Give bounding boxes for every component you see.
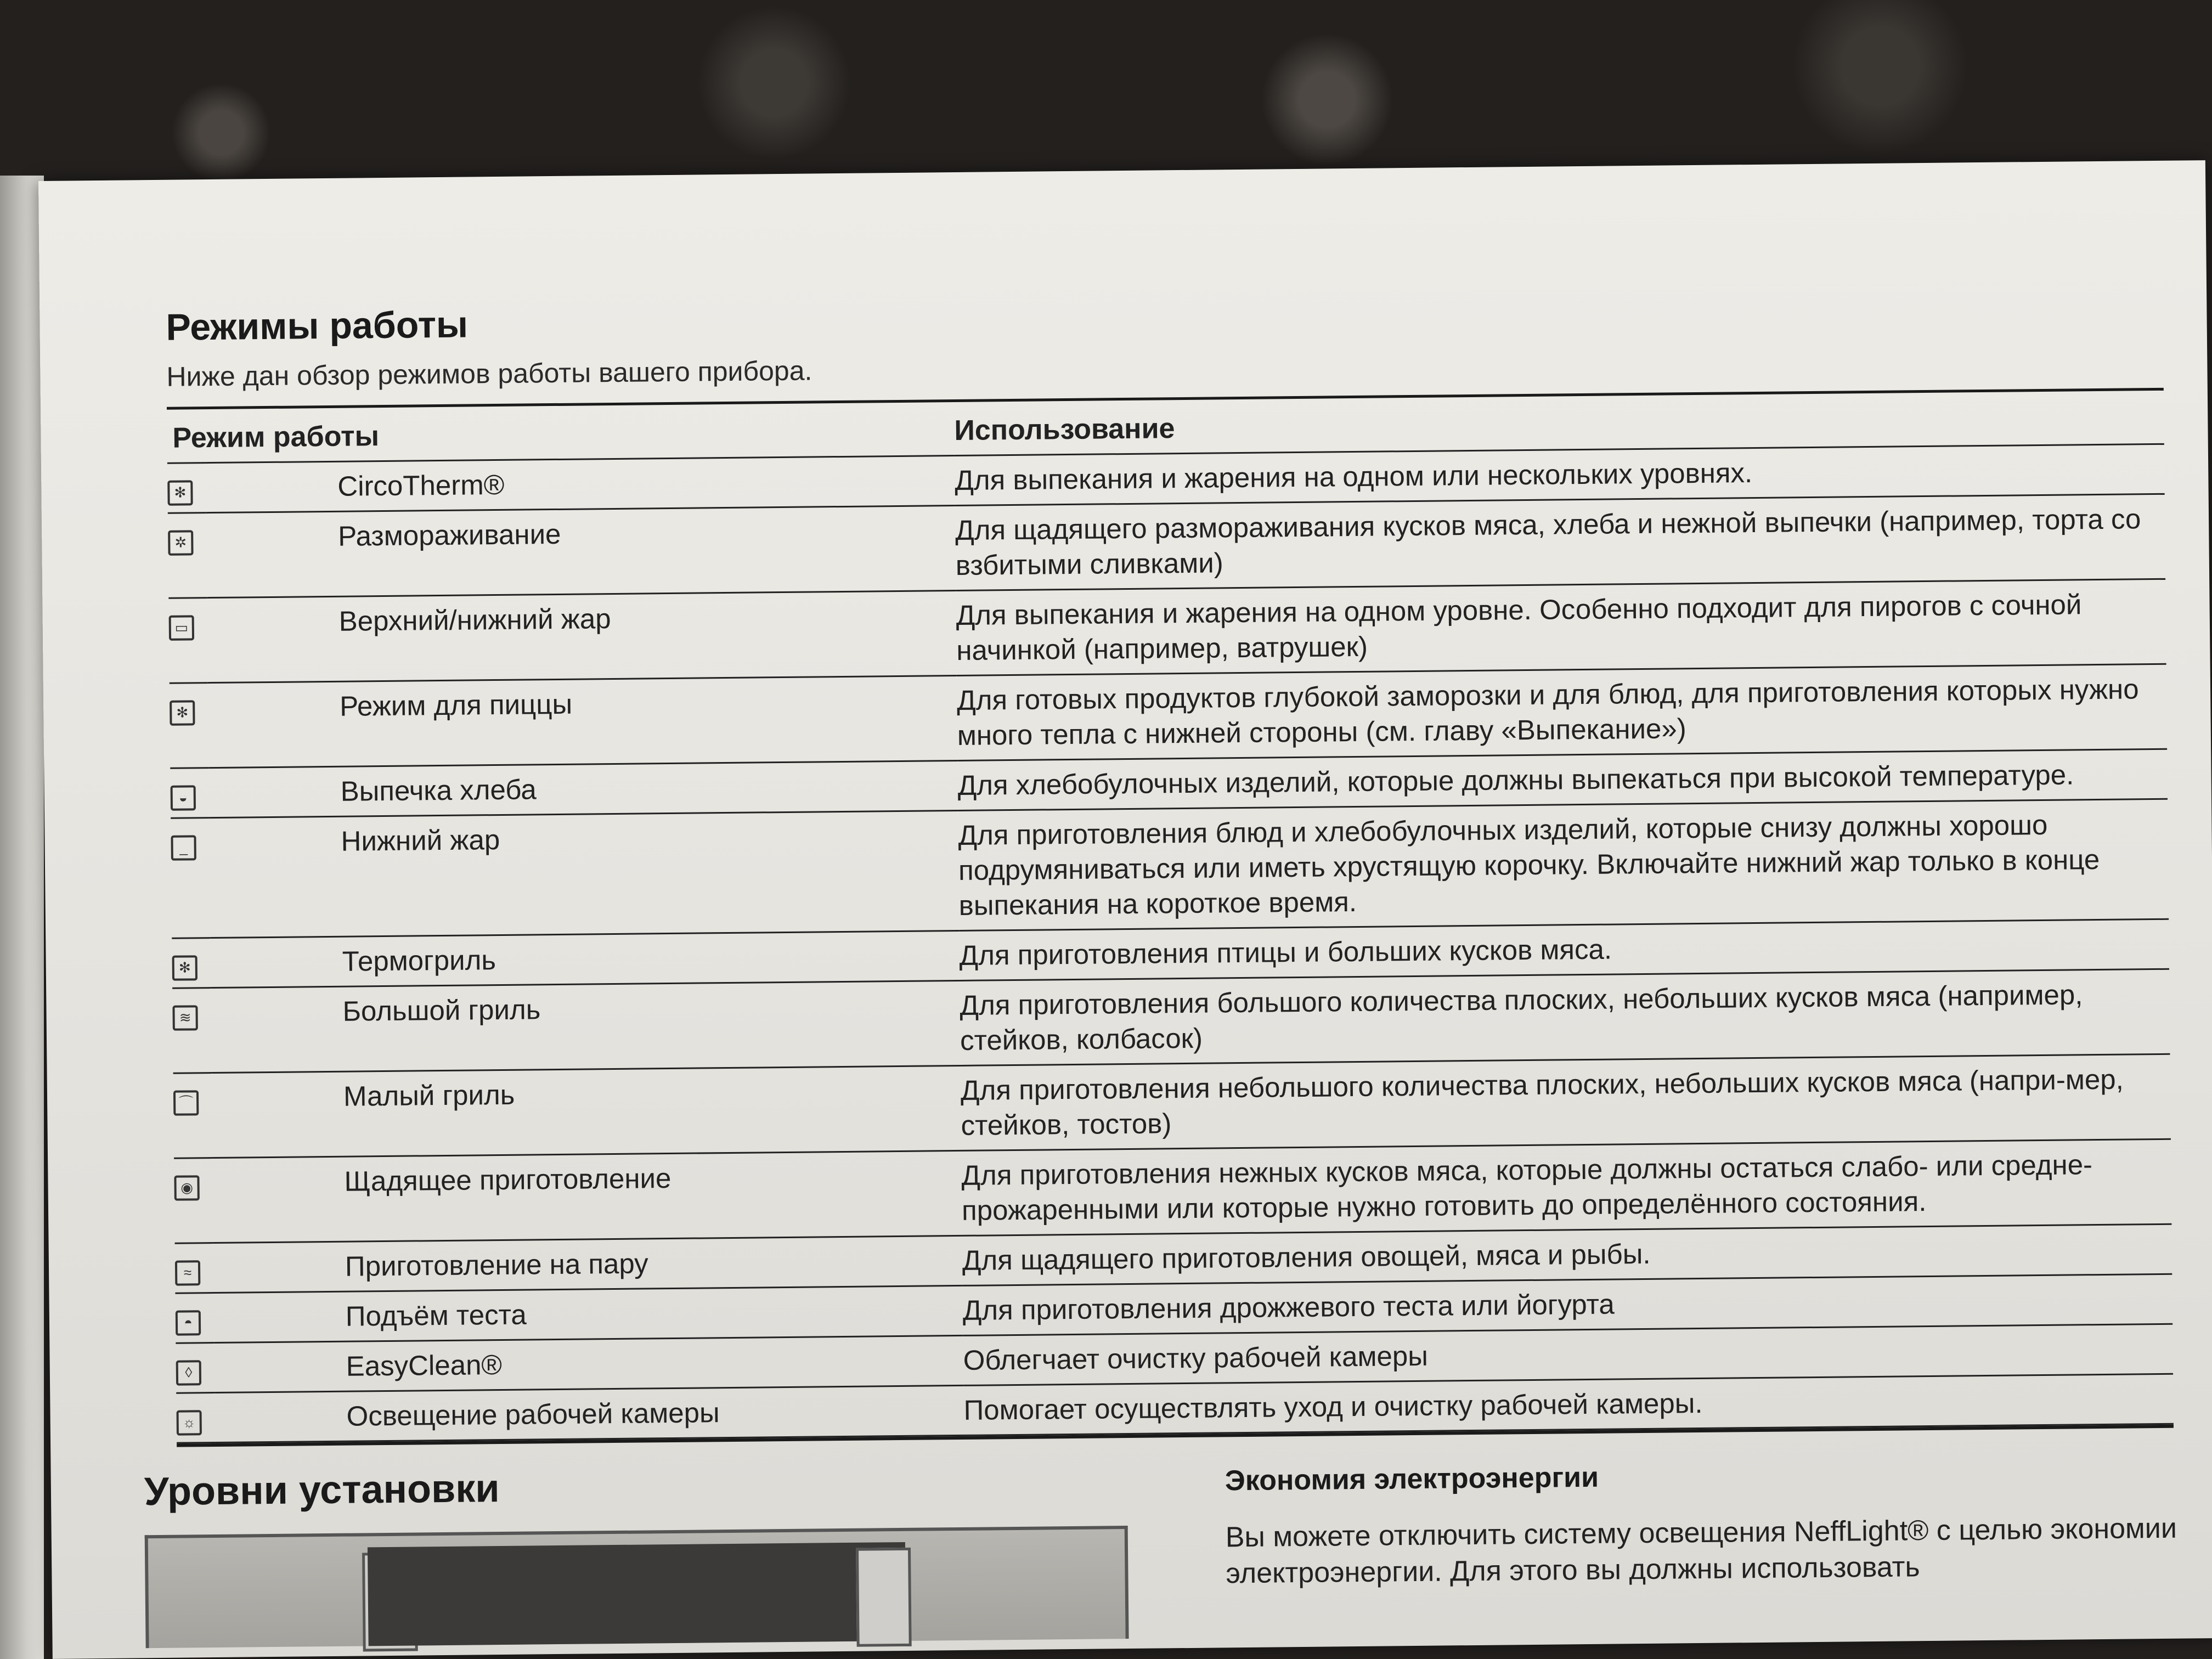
bread-baking-icon: ◒ (171, 785, 196, 810)
mode-icon-cell (172, 988, 211, 1074)
energy-saving-heading: Экономия электроэнергии (1224, 1461, 1599, 1497)
installation-levels-heading: Уровни установки (144, 1466, 500, 1514)
pizza-mode-icon: ✻ (170, 700, 195, 725)
mode-name: Термогриль (210, 930, 960, 988)
mode-name: CircoTherm® (206, 455, 955, 512)
oven-cavity (368, 1542, 906, 1646)
mode-usage: Для выпекания и жарения на одном уровне. Особенно подходит для пирогов с сочной начинкой (например, ватрушек) (956, 579, 2166, 675)
mode-icon-cell (170, 683, 208, 769)
mode-icon-cell (173, 1073, 212, 1159)
page-left-edge (0, 176, 44, 1659)
mode-column-header: Режим работы (167, 402, 955, 463)
lower-section (144, 1450, 2177, 1634)
mode-name: Выпечка хлеба (208, 760, 958, 817)
mode-name: Приготовление на пару (213, 1235, 963, 1293)
manual-page (38, 160, 2212, 1659)
mode-usage: Облегчает очистку рабочей камеры (963, 1324, 2173, 1385)
top-bottom-heat-icon: ▭ (169, 615, 194, 640)
mode-usage: Для приготовления птицы и больших кусков мяса. (959, 919, 2169, 980)
mode-usage: Для хлебобулочных изделий, которые должны выпекаться при высокой температуре. (957, 749, 2168, 810)
mode-icon-cell (176, 1393, 215, 1443)
mode-usage: Помогает осуществлять уход и очистку рабочей камеры. (963, 1374, 2174, 1435)
light-icon: ☼ (177, 1410, 202, 1435)
mode-name: Щадящее приготовление (212, 1150, 962, 1243)
modes-table-body (167, 444, 2174, 1443)
mode-icon-cell (168, 598, 207, 684)
installation-levels-section (144, 1460, 1132, 1514)
mode-icon-cell (174, 1158, 213, 1244)
mode-icon-cell (168, 513, 207, 599)
mode-name: Размораживание (206, 505, 956, 597)
mode-name: Освещение рабочей камеры (215, 1385, 964, 1442)
mode-icon-cell (175, 1293, 214, 1344)
mode-icon-cell (172, 938, 211, 989)
mode-name: Нижний жар (209, 810, 959, 938)
mode-icon-cell (176, 1343, 215, 1393)
bottom-heat-icon: _ (171, 835, 196, 860)
mode-icon-cell (170, 768, 209, 819)
mode-usage: Для приготовления нежных кусков мяса, которые должны остаться слабо- или средне-прожаренными или которые нужно готовить до определённого состояния. (961, 1139, 2171, 1235)
gentle-cooking-icon: ◉ (174, 1175, 199, 1200)
oven-levels-illustration (145, 1526, 1129, 1648)
large-grill-icon: ≋ (172, 1005, 198, 1030)
easyclean-icon: ◊ (176, 1360, 201, 1385)
dough-proving-icon: ◓ (176, 1310, 201, 1335)
usage-column-header: Использование (954, 391, 2164, 456)
oven-rail-right (856, 1548, 912, 1647)
fan-icon: ✻ (167, 480, 193, 505)
thermogrill-icon: ✻ (172, 955, 198, 980)
mode-icon-cell (175, 1243, 214, 1294)
mode-usage: Для выпекания и жарения на одном или нескольких уровнях. (955, 444, 2165, 505)
mode-icon-cell (167, 463, 206, 514)
modes-table (167, 391, 2174, 1444)
mode-name: Режим для пиццы (208, 675, 957, 768)
small-grill-icon: ⌒ (173, 1090, 199, 1115)
mode-usage: Для приготовления большого количества плоских, небольших кусков мяса (например, стейков, колбасок) (960, 969, 2170, 1065)
section-intro: Ниже дан обзор режимов работы вашего прибора. (166, 355, 812, 392)
table-row (171, 799, 2169, 938)
mode-name: Подъём теста (213, 1285, 963, 1342)
mode-name: Малый гриль (212, 1065, 961, 1158)
energy-saving-text: Вы можете отключить систему освещения NeffLight® с целью экономии электроэнергии. Для этого вы должны использовать (1225, 1512, 2177, 1590)
energy-saving-section (1225, 1455, 2192, 1592)
mode-usage: Для приготовления небольшого количества плоских, небольших кусков мяса (напри-мер, стейков, тостов) (961, 1054, 2171, 1150)
mode-name: Верхний/нижний жар (207, 590, 956, 682)
steam-icon: ≈ (175, 1260, 200, 1285)
mode-name: Большой гриль (211, 980, 960, 1073)
section-title: Режимы работы (166, 303, 469, 348)
mode-usage: Для приготовления дрожжевого теста или йогурта (962, 1274, 2172, 1335)
mode-icon-cell (171, 818, 210, 939)
mode-usage: Для готовых продуктов глубокой заморозки и для блюд, для приготовления которых нужно много тепла с нижней стороны (см. главу «Выпекание») (957, 664, 2167, 760)
page-content (144, 287, 2177, 1634)
defrost-icon: ✲ (168, 530, 193, 555)
mode-usage: Для приготовления блюд и хлебобулочных изделий, которые снизу должны хорошо подрумяниваться или иметь хрустящую корочку. Включайте нижний жар только в конце выпекания на короткое время. (958, 799, 2169, 930)
mode-usage: Для щадящего размораживания кусков мяса, хлеба и нежной выпечки (например, торта со взбитыми сливками) (955, 494, 2165, 590)
mode-usage: Для щадящего приготовления овощей, мяса и рыбы. (962, 1224, 2172, 1285)
mode-name: EasyClean® (214, 1335, 963, 1392)
